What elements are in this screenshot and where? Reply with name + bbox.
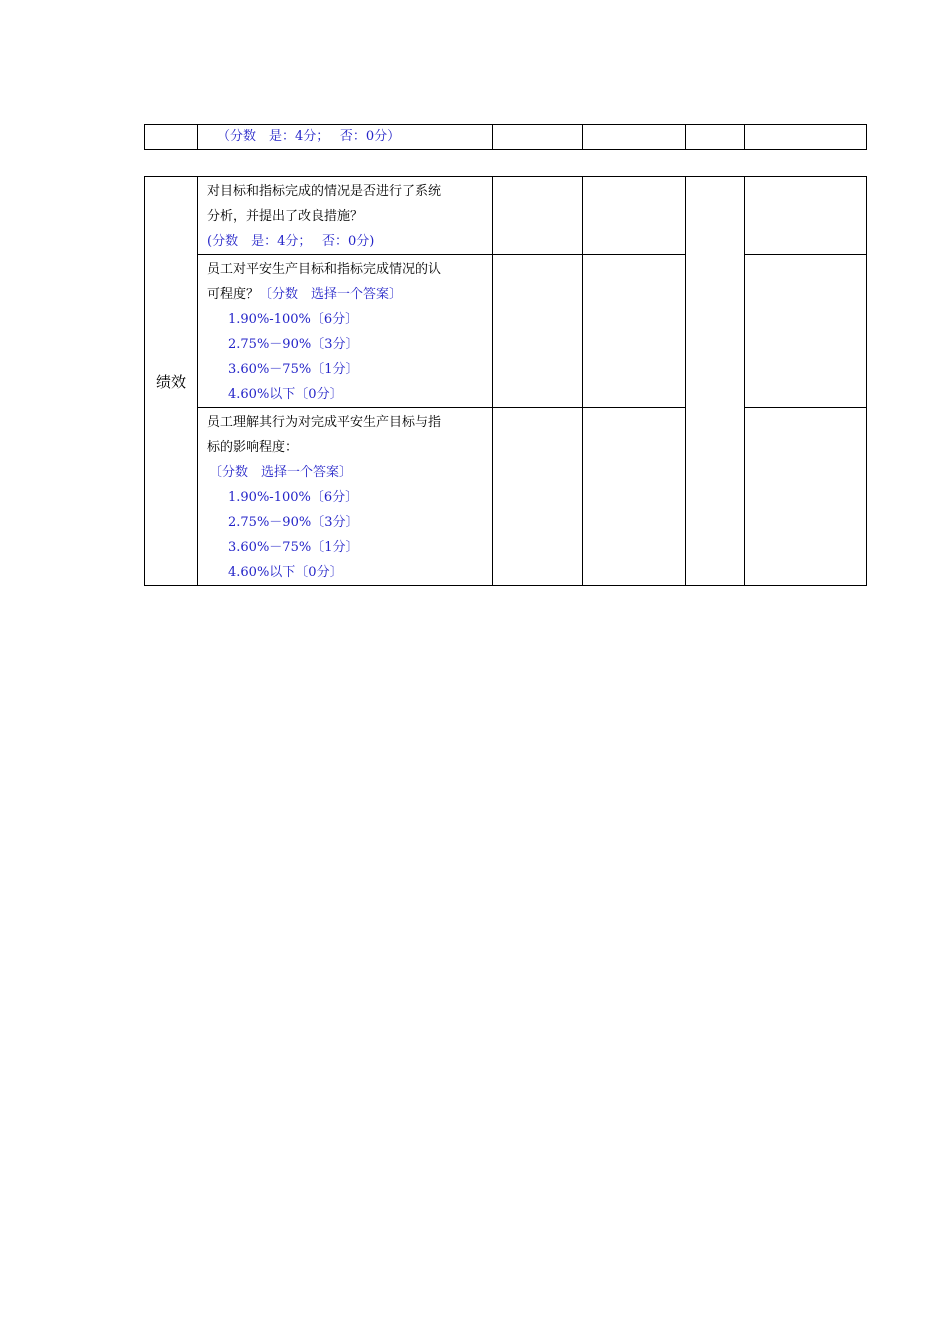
option-text: 1.90%-100%〔6分〕: [228, 490, 359, 505]
input-cell[interactable]: [493, 177, 583, 255]
option-text: 3.60%－75%〔1分〕: [228, 540, 359, 555]
option-text: 4.60%以下〔0分〕: [228, 565, 343, 580]
question-text: 员工理解其行为对完成平安生产目标与指: [207, 415, 442, 430]
input-cell[interactable]: [493, 125, 583, 150]
input-cell[interactable]: [745, 255, 867, 408]
input-cell[interactable]: [745, 408, 867, 586]
question-text: 对目标和指标完成的情况是否进行了系统: [207, 184, 442, 199]
input-cell[interactable]: [583, 408, 686, 586]
category-cell-empty: [145, 125, 198, 150]
input-cell[interactable]: [686, 125, 745, 150]
question-text: 标的影响程度：: [207, 440, 299, 455]
input-cell-merged[interactable]: [686, 177, 745, 586]
option-text: 1.90%-100%〔6分〕: [228, 312, 359, 327]
input-cell[interactable]: [493, 255, 583, 408]
performance-score-table: [144, 176, 867, 586]
category-cell: [145, 177, 198, 586]
question-text: 分析，并提出了改良措施？: [207, 209, 364, 224]
option-text: 2.75%－90%〔3分〕: [228, 337, 359, 352]
score-prompt-text: 〔分数 选择一个答案〕: [259, 287, 403, 302]
question-text: 员工对平安生产目标和指标完成情况的认: [207, 262, 442, 277]
category-label: 绩效: [155, 372, 186, 391]
input-cell[interactable]: [745, 177, 867, 255]
score-rule-text: （分数 是：4分； 否：0分）: [217, 129, 401, 144]
option-text: 3.60%－75%〔1分〕: [228, 362, 359, 377]
input-cell[interactable]: [745, 125, 867, 150]
question-line-with-prompt: [207, 282, 492, 307]
option-text: 4.60%以下〔0分〕: [228, 387, 343, 402]
criteria-cell: [198, 408, 493, 586]
input-cell[interactable]: [583, 177, 686, 255]
score-prompt-text: 〔分数 选择一个答案〕: [209, 465, 353, 480]
input-cell[interactable]: [583, 125, 686, 150]
input-cell[interactable]: [583, 255, 686, 408]
option-text: 2.75%－90%〔3分〕: [228, 515, 359, 530]
score-rule-text: (分数 是：4分； 否：0分): [207, 234, 375, 249]
input-cell[interactable]: [493, 408, 583, 586]
criteria-cell: [198, 255, 493, 408]
criteria-cell: [198, 125, 493, 150]
score-table-continuation: [144, 124, 867, 150]
question-text: 可程度？: [207, 287, 260, 302]
criteria-cell: [198, 177, 493, 255]
